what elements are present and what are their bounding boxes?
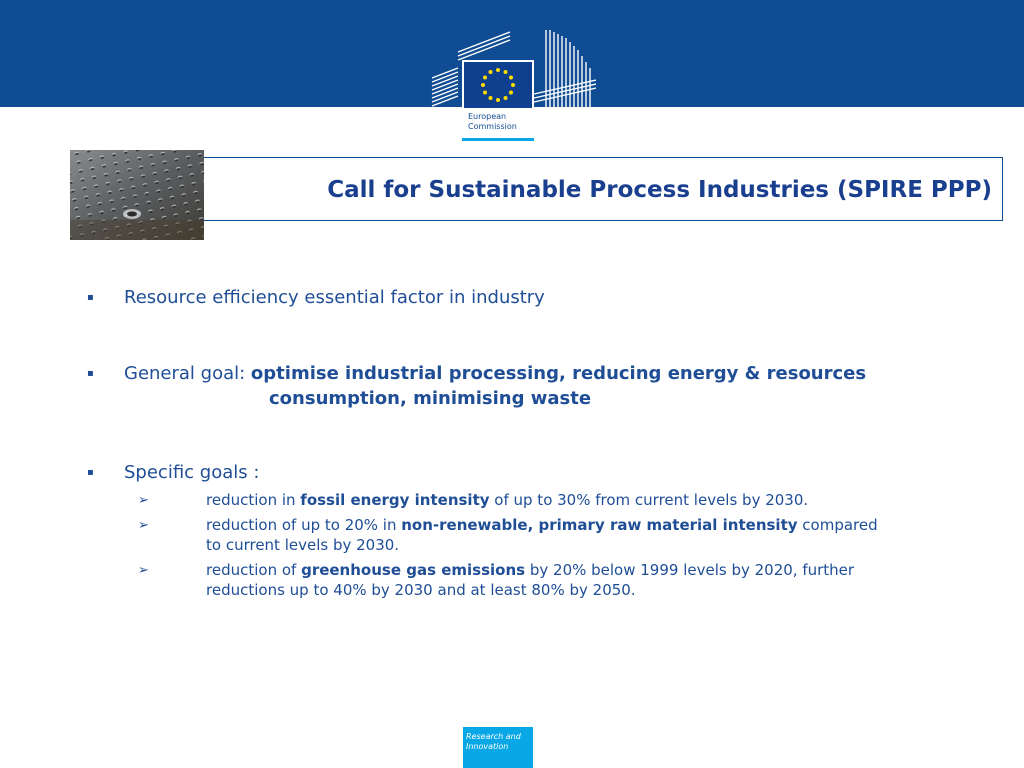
footer-line-2: Innovation [466,742,509,751]
square-bullet-icon: ▪ [87,467,94,478]
sub-item-bold: greenhouse gas emissions [301,561,526,579]
research-innovation-tag [463,727,533,768]
footer-line-1: Research and [466,732,521,741]
title-box [204,157,1003,221]
square-bullet-icon: ▪ [87,368,94,379]
logo-text [468,112,534,132]
bullet-text: Resource efficiency essential factor in industry [124,287,545,308]
logo-line-2: Commission [468,122,517,131]
general-goal-prefix: General goal: [124,363,251,384]
sub-item-bold: non-renewable, primary raw material intensity [401,516,798,534]
bullet-text: Specific goals : [124,462,260,483]
arrow-bullet-icon: ➢ [138,518,149,533]
arrow-bullet-icon: ➢ [138,493,149,508]
sub-item-post: compared [797,516,878,534]
sub-item-line-2: reductions up to 40% by 2030 and at least 80% by 2050. [206,581,636,599]
slide-title: Call for Sustainable Process Industries (SPIRE PPP) [327,177,992,203]
sub-item-post: of up to 30% from current levels by 2030. [489,491,809,509]
sub-item-pre: reduction of [206,561,302,579]
bullet-text [124,363,866,384]
sub-item-line [206,490,808,511]
sub-item-pre: reduction of up to 20% in [206,516,402,534]
sub-item-pre: reduction in [206,491,301,509]
sub-item-post: by 20% below 1999 levels by 2020, further [525,561,855,579]
arrow-bullet-icon: ➢ [138,563,149,578]
logo-line-1: European [468,112,507,121]
sub-item-line [206,560,854,581]
general-goal-bold-line1: optimise industrial processing, reducing energy & resources [250,363,867,384]
sub-item-bold: fossil energy intensity [300,491,490,509]
sub-item-line [206,515,878,536]
sub-item-line-2: to current levels by 2030. [206,536,400,554]
general-goal-bold-line2: consumption, minimising waste [269,388,592,409]
title-photo [70,150,204,240]
square-bullet-icon: ▪ [87,292,94,303]
